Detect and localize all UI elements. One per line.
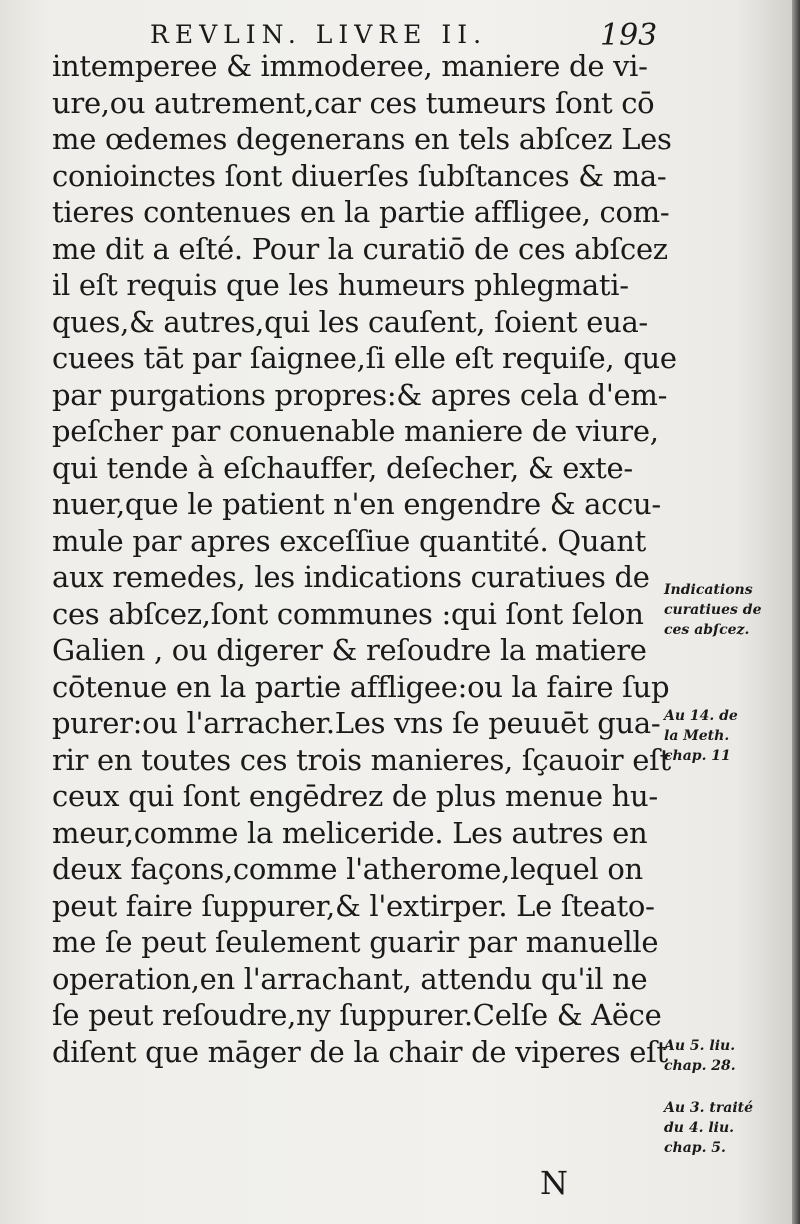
- text-line: me dit a eſté. Pour la curatiō de ces abſcez: [52, 231, 668, 266]
- text-line: ſe peut reſoudre,ny ſuppurer.Celſe & Aëce: [52, 998, 662, 1032]
- text-line: rir en toutes ces trois manieres, ſçauoir eſt: [52, 742, 671, 777]
- text-line: ces abſcez,ſont communes :qui ſont ſelon: [52, 596, 644, 631]
- text-line: conioinctes ſont diuerſes ſubſtances & ma-: [52, 158, 667, 193]
- sidenote-line: Au 14. de: [664, 708, 738, 724]
- text-line: meur,comme la meliceride. Les autres en: [52, 815, 648, 850]
- text-line: ure,ou autrement,car ces tumeurs ſont cō: [52, 85, 655, 120]
- body-text: [52, 48, 677, 1070]
- sidenote-line: chap. 5.: [664, 1140, 726, 1156]
- text-line: Galien , ou digerer & reſoudre la matiere: [52, 633, 647, 667]
- sidenote-aece-reference: [664, 1098, 786, 1158]
- page-header: [0, 12, 680, 52]
- sidenote-indications: [664, 580, 786, 640]
- sidenote-line: Au 5. liu.: [664, 1038, 736, 1054]
- text-line: ceux qui ſont engēdrez de plus menue hu-: [52, 779, 658, 813]
- text-line: me œdemes degenerans en tels abſcez Les: [52, 122, 672, 156]
- text-line: diſent que māger de la chair de viperes eſt: [52, 1034, 668, 1069]
- text-line: operation,en l'arrachant, attendu qu'il ne: [52, 961, 648, 996]
- text-line: il eſt requis que les humeurs phlegmati-: [52, 268, 629, 302]
- sidenote-line: chap. 11: [664, 748, 731, 764]
- sidenote-line: ces abſcez.: [664, 622, 750, 638]
- text-line: purer:ou l'arracher.Les vns ſe peuuēt gua-: [52, 706, 661, 740]
- text-line: deux façons,comme l'atherome,lequel on: [52, 852, 643, 886]
- sidenote-line: curatiues de: [664, 602, 762, 618]
- text-line: ques,& autres,qui les cauſent, ſoient eua-: [52, 304, 648, 339]
- text-line: mule par apres exceſſiue quantité. Quant: [52, 523, 646, 558]
- text-line: cōtenue en la partie affligee:ou la faire ſup: [52, 669, 670, 704]
- text-line: par purgations propres:& apres cela d'em-: [52, 377, 668, 412]
- sidenote-line: Au 3. traité: [664, 1100, 754, 1116]
- text-line: qui tende à eſchauffer, deſecher, & exte-: [52, 450, 633, 485]
- sidenote-galien-reference: [664, 706, 786, 766]
- text-line: cuees tāt par ſaignee,ſi elle eſt requiſe, que: [52, 341, 677, 375]
- page-edge-shadow: [792, 0, 800, 1224]
- signature-mark: N: [540, 1164, 568, 1202]
- sidenote-line: chap. 28.: [664, 1058, 736, 1074]
- running-head: REVLIN. LIVRE II.: [150, 20, 488, 49]
- sidenote-line: Indications: [664, 582, 753, 598]
- text-line: peut faire ſuppurer,& l'extirper. Le ſteato-: [52, 888, 655, 923]
- sidenote-line: la Meth.: [664, 728, 730, 744]
- text-line: nuer,que le patient n'en engendre & accu-: [52, 487, 661, 521]
- text-line: tieres contenues en la partie affligee, com-: [52, 195, 670, 229]
- page-number: 193: [600, 18, 658, 53]
- text-line: me ſe peut ſeulement guarir par manuelle: [52, 925, 659, 959]
- text-line: aux remedes, les indications curatiues de: [52, 560, 650, 594]
- sidenote-celse-reference: [664, 1036, 786, 1076]
- text-line: intemperee & immoderee, maniere de vi-: [52, 49, 648, 83]
- sidenote-line: du 4. liu.: [664, 1120, 735, 1136]
- text-line: peſcher par conuenable maniere de viure,: [52, 414, 659, 448]
